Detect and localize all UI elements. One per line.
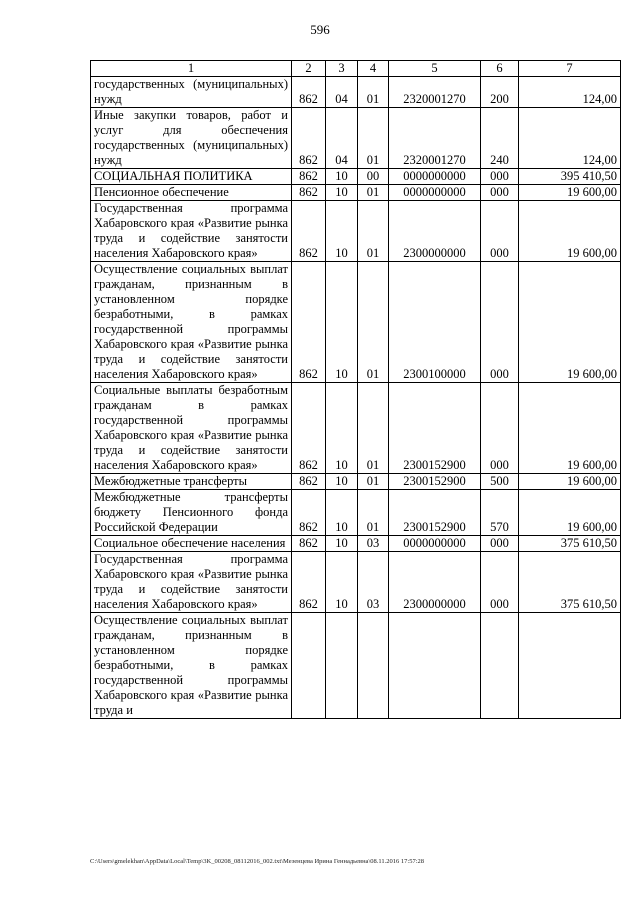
cell-section: 10 [326, 262, 358, 383]
cell-subsection: 01 [358, 77, 389, 108]
cell-target-article: 2300152900 [389, 383, 481, 474]
cell-target-article: 2300000000 [389, 552, 481, 613]
cell-section: 10 [326, 185, 358, 201]
cell-amount: 124,00 [519, 108, 621, 169]
row-name: Государственная программа Хабаровского края «Развитие рынка труда и содействие занятости населения Хабаровского края» [91, 552, 292, 613]
cell-target-article: 2300152900 [389, 490, 481, 536]
cell-expense-type: 000 [481, 201, 519, 262]
cell-target-article: 2300152900 [389, 474, 481, 490]
cell-subsection: 01 [358, 474, 389, 490]
cell-admin-code: 862 [292, 383, 326, 474]
cell-admin-code: 862 [292, 201, 326, 262]
cell-expense-type: 000 [481, 262, 519, 383]
column-header: 6 [481, 61, 519, 77]
cell-expense-type: 000 [481, 169, 519, 185]
row-name: Осуществление социальных выплат гражданам, признанным в установленном порядке безработными, в рамках государственной программы Хабаровского края «Развитие рынка труда и содействие занятости населения Хабаровского края» [91, 262, 292, 383]
budget-table [90, 60, 621, 719]
cell-subsection: 01 [358, 262, 389, 383]
cell-subsection: 03 [358, 552, 389, 613]
column-header: 1 [91, 61, 292, 77]
column-header: 7 [519, 61, 621, 77]
file-path-footer: C:\Users\gmelekhan\AppData\Local\Temp\3K_00208_08112016_002.txt\Мезенцева Ирина Геннадьевна\08.11.2016 17:57:28 [90, 858, 424, 865]
table-row [91, 262, 621, 383]
cell-subsection: 03 [358, 536, 389, 552]
row-name: Осуществление социальных выплат гражданам, признанным в установленном порядке безработными, в рамках государственной программы Хабаровского края «Развитие рынка труда и [91, 613, 292, 719]
cell-target-article: 2300100000 [389, 262, 481, 383]
cell-target-article [389, 613, 481, 719]
cell-subsection: 00 [358, 169, 389, 185]
cell-admin-code: 862 [292, 185, 326, 201]
column-header: 2 [292, 61, 326, 77]
cell-admin-code: 862 [292, 536, 326, 552]
cell-amount [519, 613, 621, 719]
table-row [91, 185, 621, 201]
table-row [91, 169, 621, 185]
cell-expense-type [481, 613, 519, 719]
cell-section: 10 [326, 474, 358, 490]
cell-amount: 19 600,00 [519, 383, 621, 474]
page-number: 596 [310, 22, 330, 37]
row-name: СОЦИАЛЬНАЯ ПОЛИТИКА [91, 169, 292, 185]
cell-expense-type: 500 [481, 474, 519, 490]
cell-admin-code: 862 [292, 77, 326, 108]
cell-subsection: 01 [358, 201, 389, 262]
cell-amount: 19 600,00 [519, 201, 621, 262]
table-row [91, 536, 621, 552]
cell-target-article: 2300000000 [389, 201, 481, 262]
table-row [91, 552, 621, 613]
row-name: Межбюджетные трансферты бюджету Пенсионного фонда Российской Федерации [91, 490, 292, 536]
cell-expense-type: 000 [481, 185, 519, 201]
row-name: Социальное обеспечение населения [91, 536, 292, 552]
column-header: 3 [326, 61, 358, 77]
cell-target-article: 0000000000 [389, 536, 481, 552]
table-row [91, 474, 621, 490]
column-header: 4 [358, 61, 389, 77]
cell-subsection: 01 [358, 108, 389, 169]
table-row [91, 77, 621, 108]
cell-amount: 124,00 [519, 77, 621, 108]
cell-expense-type: 000 [481, 536, 519, 552]
cell-amount: 19 600,00 [519, 185, 621, 201]
cell-section: 04 [326, 108, 358, 169]
cell-amount: 375 610,50 [519, 552, 621, 613]
cell-subsection [358, 613, 389, 719]
cell-amount: 19 600,00 [519, 490, 621, 536]
cell-admin-code: 862 [292, 474, 326, 490]
table-row [91, 201, 621, 262]
cell-expense-type: 240 [481, 108, 519, 169]
table-row [91, 490, 621, 536]
row-name: Иные закупки товаров, работ и услуг для обеспечения государственных (муниципальных) нужд [91, 108, 292, 169]
cell-section: 04 [326, 77, 358, 108]
row-name: государственных (муниципальных) нужд [91, 77, 292, 108]
cell-admin-code: 862 [292, 552, 326, 613]
cell-amount: 375 610,50 [519, 536, 621, 552]
cell-expense-type: 000 [481, 552, 519, 613]
cell-amount: 19 600,00 [519, 262, 621, 383]
cell-section: 10 [326, 201, 358, 262]
row-name: Социальные выплаты безработным гражданам в рамках государственной программы Хабаровского края «Развитие рынка труда и содействие занятости населения Хабаровского края» [91, 383, 292, 474]
cell-subsection: 01 [358, 383, 389, 474]
cell-section: 10 [326, 490, 358, 536]
row-name: Межбюджетные трансферты [91, 474, 292, 490]
cell-target-article: 0000000000 [389, 185, 481, 201]
cell-subsection: 01 [358, 185, 389, 201]
cell-admin-code: 862 [292, 262, 326, 383]
column-header: 5 [389, 61, 481, 77]
cell-admin-code: 862 [292, 169, 326, 185]
table-row [91, 383, 621, 474]
cell-target-article: 0000000000 [389, 169, 481, 185]
cell-amount: 395 410,50 [519, 169, 621, 185]
cell-expense-type: 570 [481, 490, 519, 536]
cell-section: 10 [326, 383, 358, 474]
cell-admin-code: 862 [292, 490, 326, 536]
cell-expense-type: 000 [481, 383, 519, 474]
cell-target-article: 2320001270 [389, 77, 481, 108]
row-name: Пенсионное обеспечение [91, 185, 292, 201]
table-row [91, 108, 621, 169]
cell-target-article: 2320001270 [389, 108, 481, 169]
cell-admin-code [292, 613, 326, 719]
cell-section [326, 613, 358, 719]
cell-section: 10 [326, 552, 358, 613]
column-header-row [91, 61, 621, 77]
cell-section: 10 [326, 536, 358, 552]
row-name: Государственная программа Хабаровского края «Развитие рынка труда и содействие занятости населения Хабаровского края» [91, 201, 292, 262]
cell-admin-code: 862 [292, 108, 326, 169]
cell-expense-type: 200 [481, 77, 519, 108]
cell-section: 10 [326, 169, 358, 185]
cell-subsection: 01 [358, 490, 389, 536]
cell-amount: 19 600,00 [519, 474, 621, 490]
table-row [91, 613, 621, 719]
